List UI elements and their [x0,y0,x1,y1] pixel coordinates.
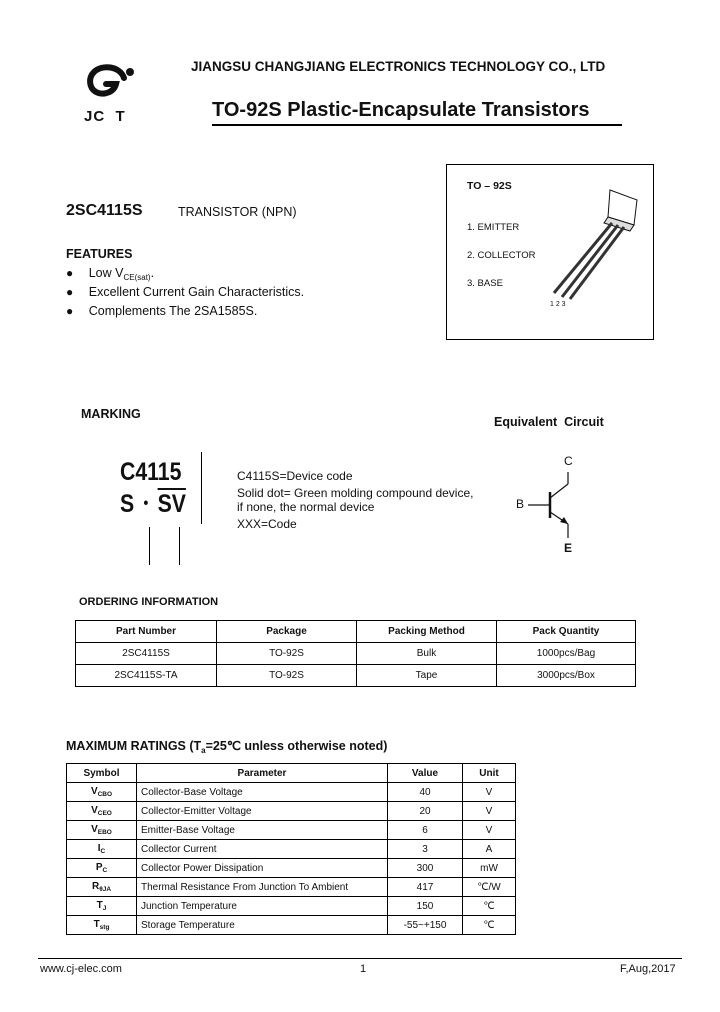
table-cell: 1000pcs/Bag [497,643,636,665]
table-cell: 2SC4115S [76,643,217,665]
footer-rule [38,958,682,959]
unit-cell: ℃/W [463,878,516,897]
logo-text: JC T [84,108,126,125]
part-type: TRANSISTOR (NPN) [178,205,297,219]
table-row [67,802,516,821]
value-cell: 40 [388,783,463,802]
symbol-cell [67,859,137,878]
symbol-cell [67,821,137,840]
ratings-heading: MAXIMUM RATINGS ($T_a=25℃$ unless otherwise noted) [66,739,388,755]
symbol-base: I [97,843,101,854]
marking-line2: S • $\overline{SV}$ [120,490,186,518]
param-cell: Thermal Resistance From Junction To Ambient [137,878,388,897]
company-logo-icon [80,58,140,106]
part-number: 2SC4115S [66,202,143,219]
value-cell: 150 [388,897,463,916]
symbol-subscript: θJA [99,886,112,893]
symbol-subscript: CBO [97,791,113,798]
column-header: Parameter [137,764,388,783]
features-heading: FEATURES [66,247,133,261]
ratings-table [66,763,516,935]
marking-code: C4115 [120,458,182,486]
package-title: TO – 92S [467,180,512,192]
table-cell: 2SC4115S-TA [76,665,217,687]
company-name: JIANGSU CHANGJIANG ELECTRONICS TECHNOLOGY CO., LTD [191,59,606,74]
circuit-label-b: B [516,497,525,511]
param-cell: Junction Temperature [137,897,388,916]
ordering-heading: ORDERING INFORMATION [79,596,219,608]
bullet-icon: ● [66,304,74,318]
marking-tick-2 [179,527,180,565]
param-cell: Collector Power Dissipation [137,859,388,878]
bullet-icon: ● [66,266,74,280]
symbol-cell [67,802,137,821]
table-cell: 3000pcs/Box [497,665,636,687]
pin-numbers: 1 2 3 [550,301,566,308]
symbol-cell [67,897,137,916]
symbol-base: V [90,786,98,797]
to92s-package-icon [542,185,652,315]
symbol-cell [67,783,137,802]
column-header: Value [388,764,463,783]
symbol-base: V [91,805,98,816]
unit-cell: V [463,783,516,802]
page-title: TO-92S Plastic-Encapsulate Transistors [212,99,590,121]
table-row [67,859,516,878]
unit-cell: V [463,802,516,821]
marking-heading: MARKING [81,407,141,421]
symbol-base: T [93,919,100,930]
pin-1-label: 1. EMITTER [467,222,520,233]
marking-desc-2: Solid dot= Green molding compound device, [237,486,474,500]
marking-desc-4: XXX=Code [237,517,297,531]
table-header-row [76,621,636,643]
package-box [446,164,654,340]
table-row [76,643,636,665]
bullet-icon: ● [66,285,74,299]
symbol-cell [67,840,137,859]
column-header: Symbol [67,764,137,783]
table-header-row [67,764,516,783]
symbol-subscript: stg [99,924,110,931]
value-cell: 417 [388,878,463,897]
symbol-subscript: EBO [97,829,112,836]
marking-divider [201,452,202,524]
marking-desc-1: C4115S=Device code [237,469,353,483]
marking-tick-1 [149,527,150,565]
value-cell: -55~+150 [388,916,463,935]
symbol-base: P [95,862,103,873]
unit-cell: V [463,821,516,840]
unit-cell: A [463,840,516,859]
symbol-base: T [96,900,103,911]
column-header: Unit [463,764,516,783]
title-underline [212,124,622,126]
param-cell: Collector-Base Voltage [137,783,388,802]
table-row [67,878,516,897]
value-cell: 300 [388,859,463,878]
column-header: Packing Method [357,621,497,643]
table-row [67,821,516,840]
symbol-cell [67,878,137,897]
table-row [67,916,516,935]
pin-2-label: 2. COLLECTOR [467,250,536,261]
column-header: Pack Quantity [497,621,636,643]
footer-page-number: 1 [360,963,367,975]
feature-item: ● Low $V_{CE(sat)}$. [66,266,155,282]
symbol-subscript: J [102,905,107,912]
unit-cell: ℃ [463,916,516,935]
table-row [76,665,636,687]
table-row [67,897,516,916]
column-header: Package [217,621,357,643]
table-cell: Tape [357,665,497,687]
column-header: Part Number [76,621,217,643]
table-cell: TO-92S [217,665,357,687]
value-cell: 3 [388,840,463,859]
symbol-subscript: C [100,848,106,855]
unit-cell: ℃ [463,897,516,916]
table-row [67,840,516,859]
value-cell: 20 [388,802,463,821]
symbol-base: V [91,824,98,835]
feature-item: ● Excellent Current Gain Characteristics. [66,285,305,299]
equivalent-heading: Equivalent Circuit [494,415,604,429]
footer-website[interactable]: www.cj-elec.com [40,963,122,975]
table-row [67,783,516,802]
symbol-base: R [91,881,100,892]
value-cell: 6 [388,821,463,840]
unit-cell: mW [463,859,516,878]
param-cell: Storage Temperature [137,916,388,935]
feature-item: ● Complements The 2SA1585S. [66,304,258,318]
symbol-subscript: CEO [97,810,112,817]
param-cell: Collector Current [137,840,388,859]
param-cell: Collector-Emitter Voltage [137,802,388,821]
symbol-subscript: C [102,867,108,874]
pin-3-label: 3. BASE [467,278,503,289]
table-cell: Bulk [357,643,497,665]
param-cell: Emitter-Base Voltage [137,821,388,840]
symbol-cell [67,916,137,935]
table-cell: TO-92S [217,643,357,665]
circuit-label-e: E [564,541,573,555]
circuit-label-c: C [564,454,573,468]
ordering-table [75,620,636,687]
footer-date: F,Aug,2017 [620,963,676,975]
marking-desc-3: if none, the normal device [237,500,375,514]
